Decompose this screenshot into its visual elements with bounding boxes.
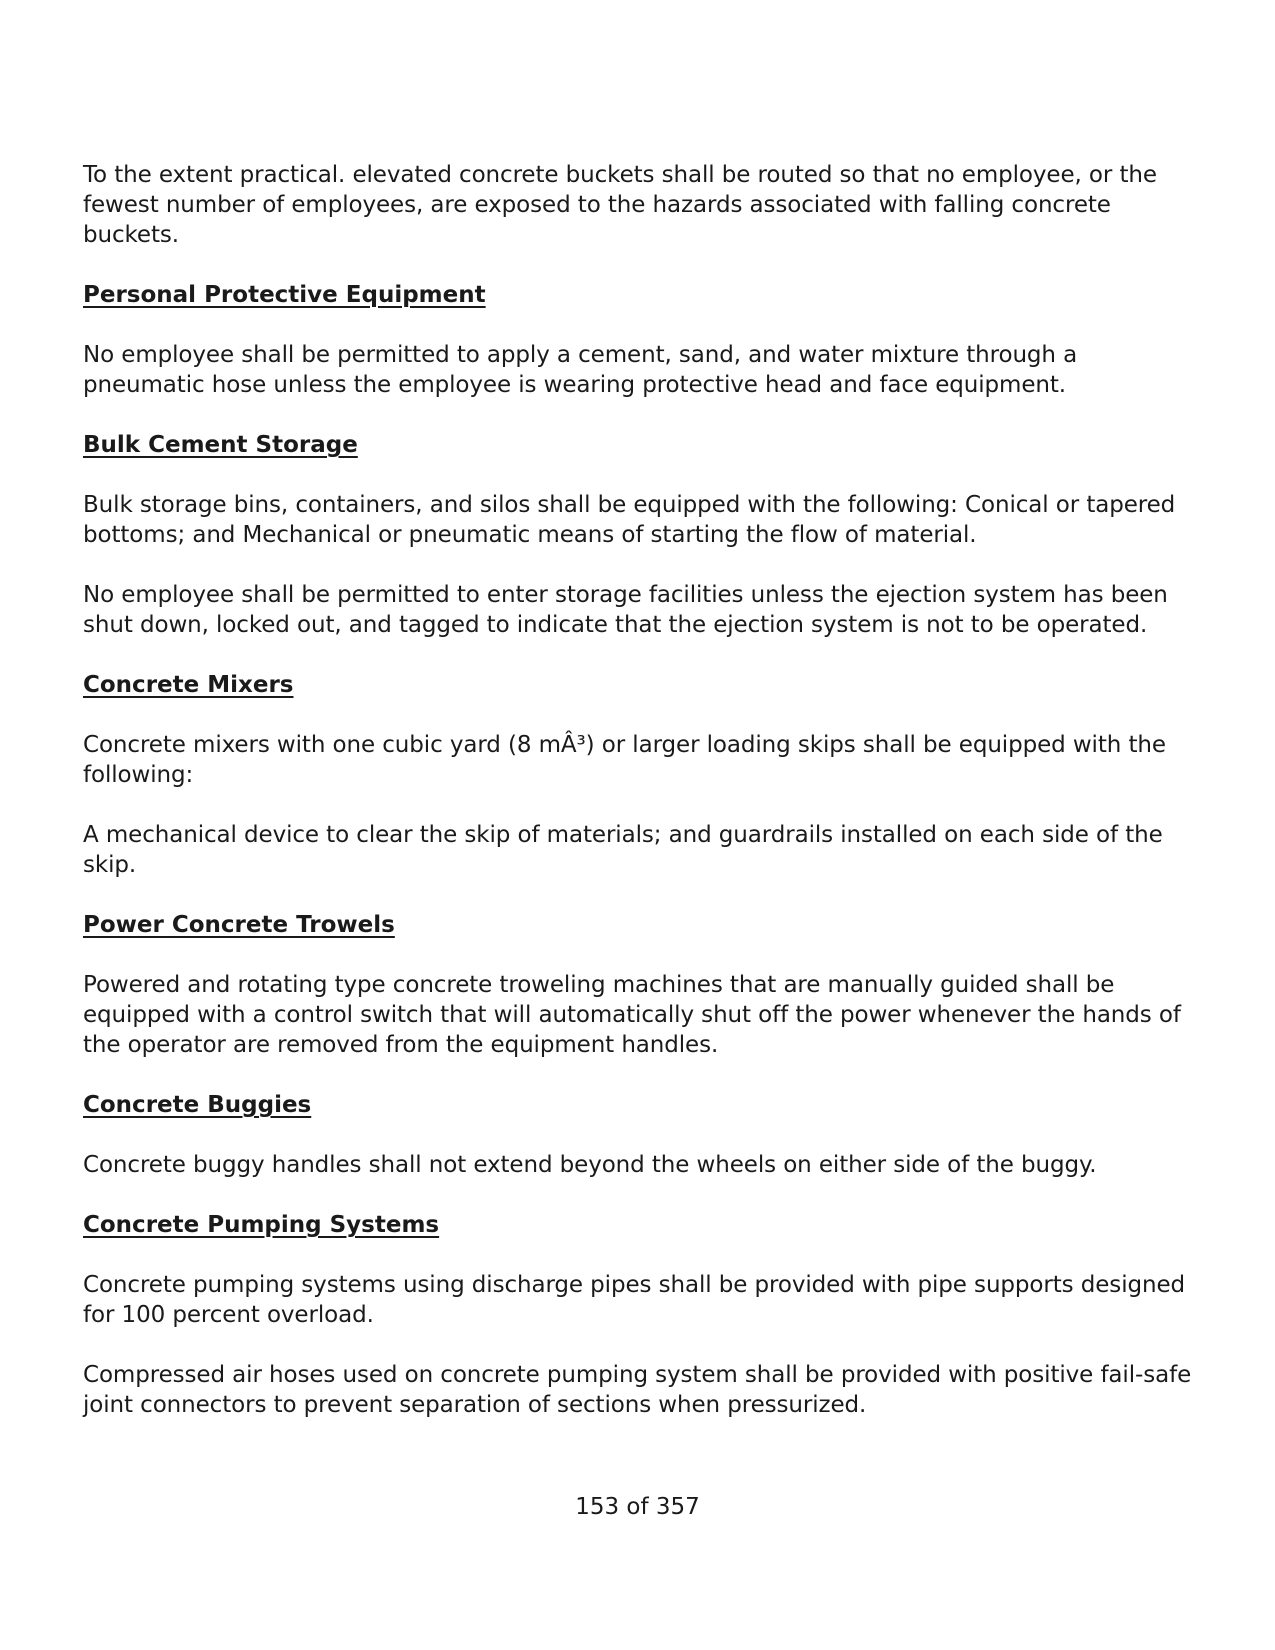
section-paragraph: Concrete buggy handles shall not extend beyond the wheels on either side of the buggy.	[83, 1152, 1097, 1178]
section-heading-personal-protective-equipment: Personal Protective Equipment	[83, 282, 486, 308]
section-paragraph: Concrete mixers with one cubic yard (8 mÂ³) or larger loading skips shall be equipped with the following:	[83, 732, 1166, 788]
page-number: 153 of 357	[575, 1494, 700, 1520]
section-paragraph: Bulk storage bins, containers, and silos shall be equipped with the following: Conical or tapered bottoms; and Mechanical or pneumatic means of starting the flow of material.	[83, 492, 1176, 548]
section-heading-power-concrete-trowels: Power Concrete Trowels	[83, 912, 395, 938]
section-paragraph: Concrete pumping systems using discharge pipes shall be provided with pipe supports designed for 100 percent overload.	[83, 1272, 1186, 1328]
document-body	[83, 160, 1203, 1420]
section-heading-bulk-cement-storage: Bulk Cement Storage	[83, 432, 358, 458]
section-paragraph: No employee shall be permitted to apply a cement, sand, and water mixture through a pneumatic hose unless the employee is wearing protective head and face equipment.	[83, 342, 1078, 398]
section-heading-concrete-mixers: Concrete Mixers	[83, 672, 294, 698]
section-paragraph: Compressed air hoses used on concrete pumping system shall be provided with positive fail-safe joint connectors to prevent separation of sections when pressurized.	[83, 1362, 1192, 1418]
section-paragraph: Powered and rotating type concrete troweling machines that are manually guided shall be equipped with a control switch that will automatically shut off the power whenever the hands of the operator are removed from the equipment handles.	[83, 972, 1181, 1058]
intro-paragraph: To the extent practical. elevated concrete buckets shall be routed so that no employee, or the fewest number of employees, are exposed to the hazards associated with falling concrete buckets.	[83, 162, 1157, 248]
section-heading-concrete-buggies: Concrete Buggies	[83, 1092, 312, 1118]
section-paragraph: No employee shall be permitted to enter storage facilities unless the ejection system has been shut down, locked out, and tagged to indicate that the ejection system is not to be operated.	[83, 582, 1168, 638]
section-heading-concrete-pumping-systems: Concrete Pumping Systems	[83, 1212, 440, 1238]
section-paragraph: A mechanical device to clear the skip of materials; and guardrails installed on each side of the skip.	[83, 822, 1163, 878]
